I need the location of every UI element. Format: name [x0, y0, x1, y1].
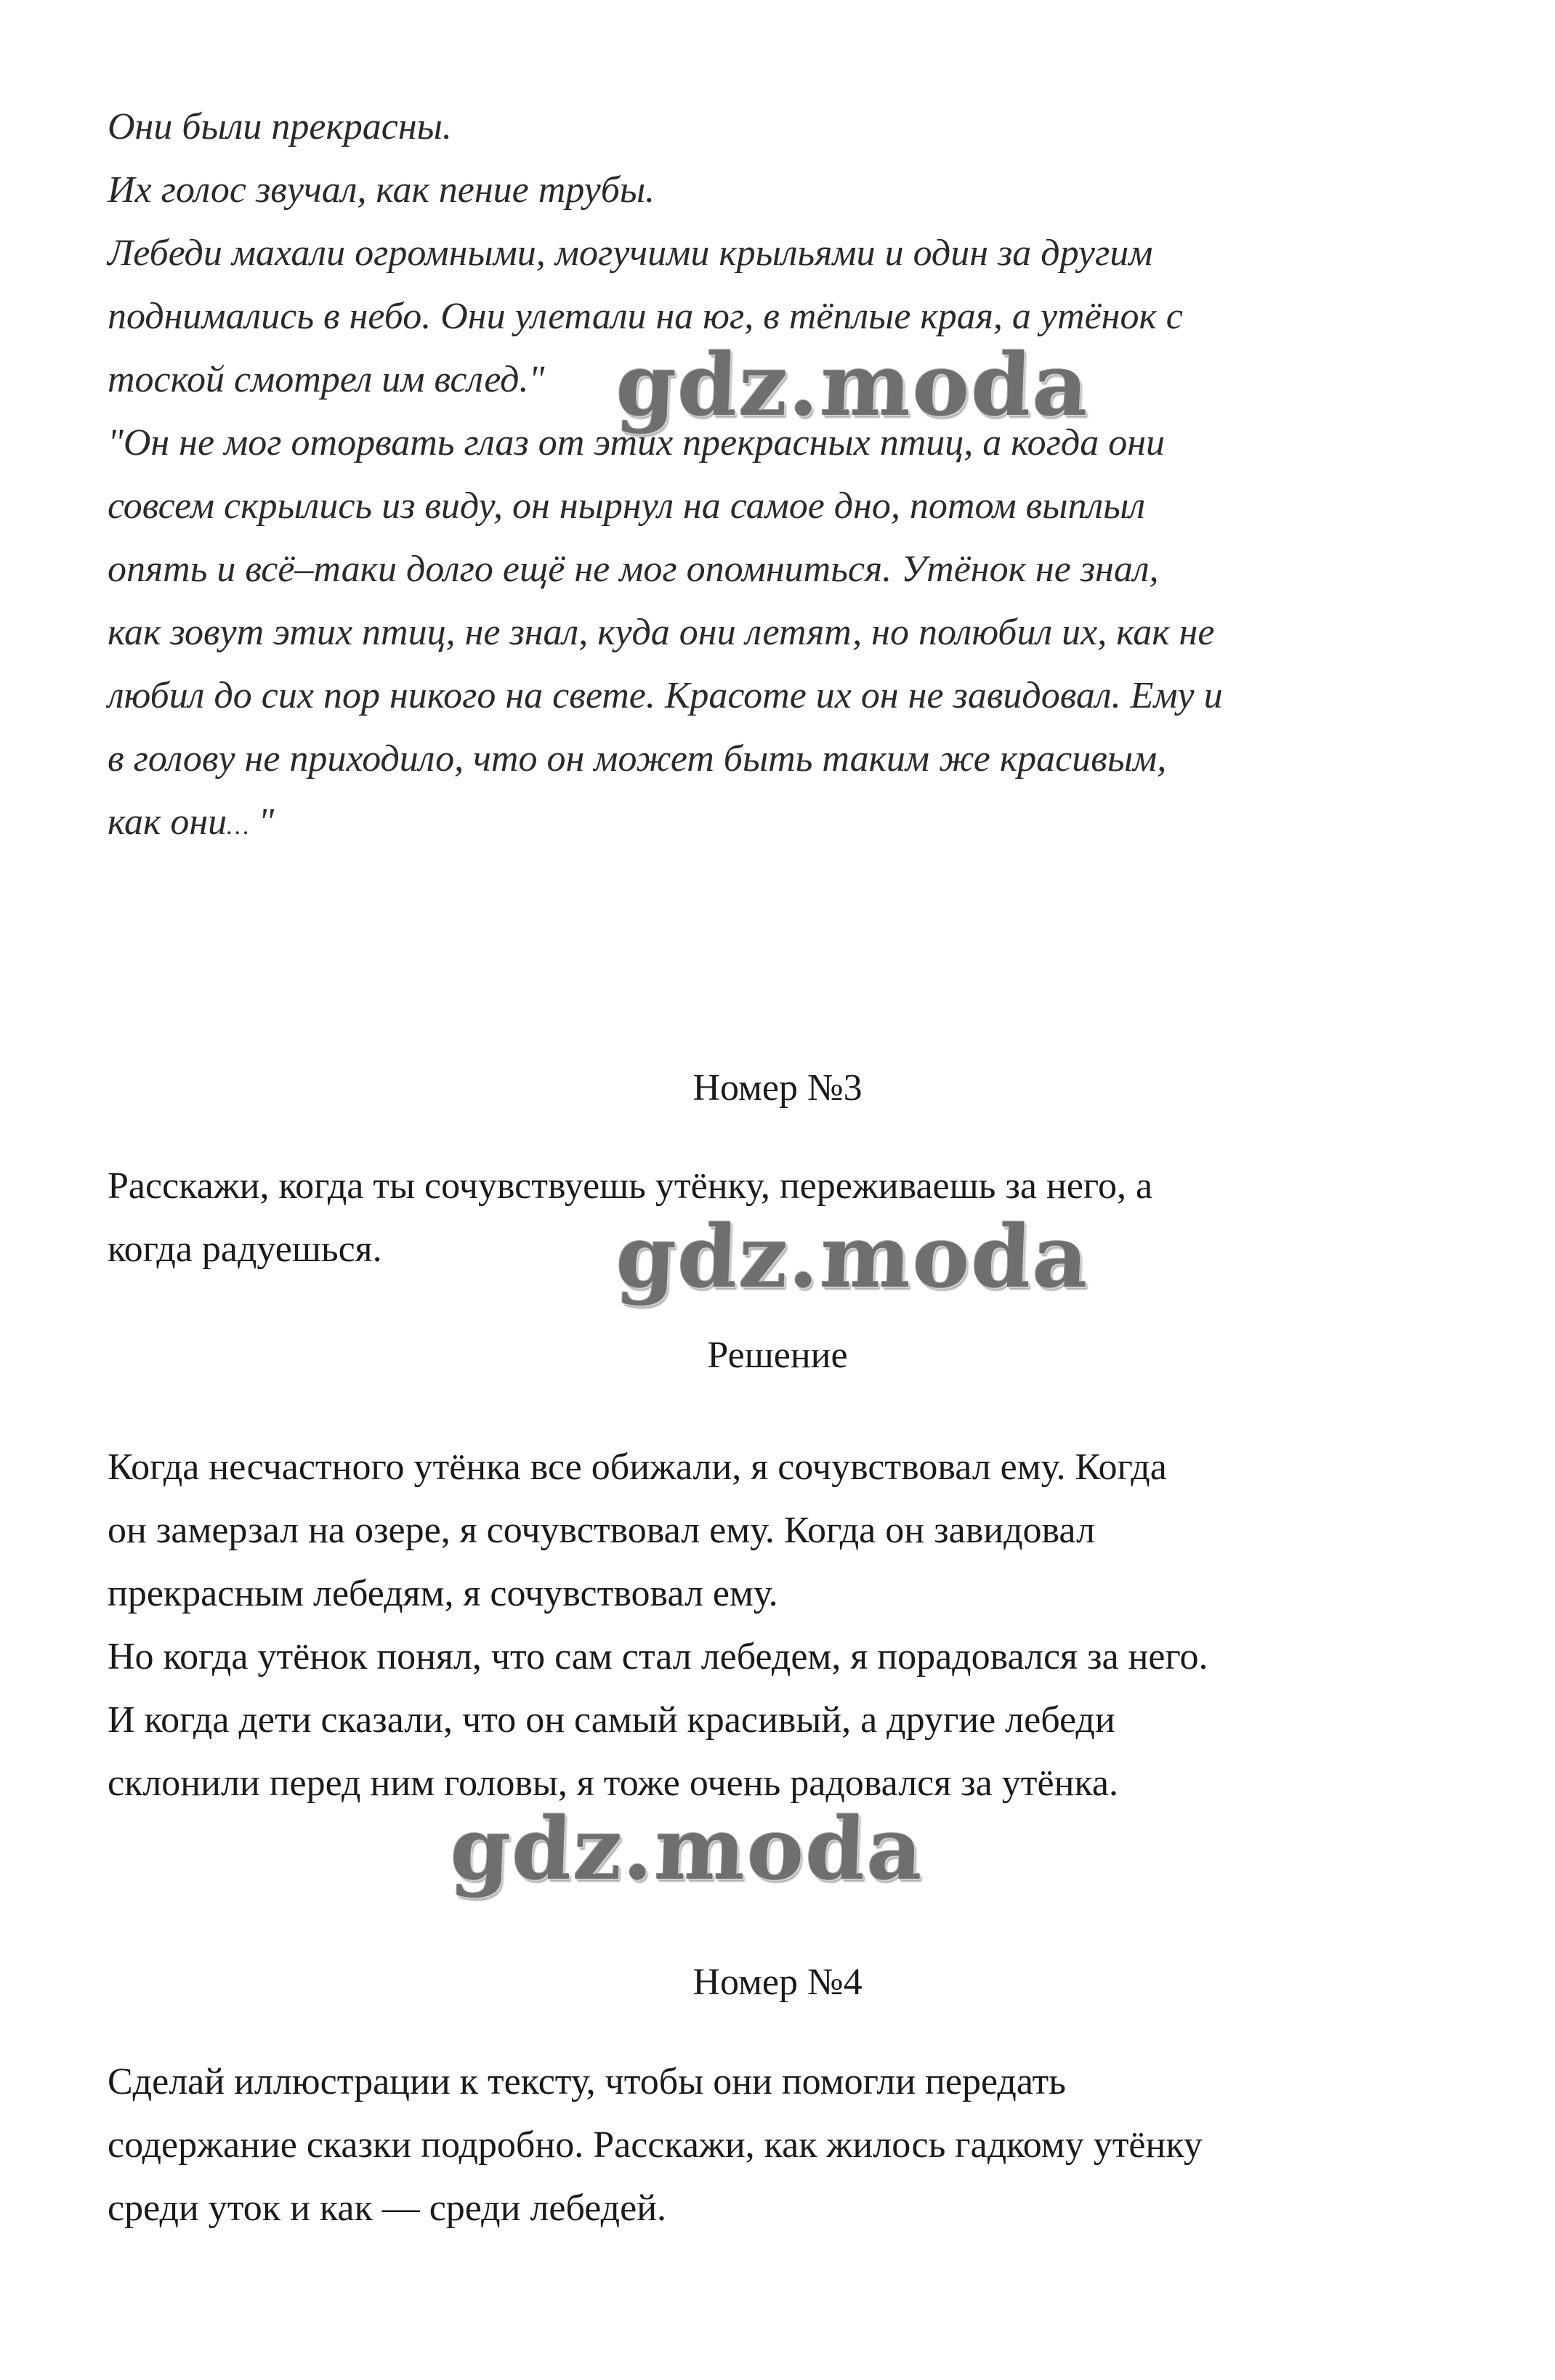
quote-line: Их голос звучал, как пение трубы.	[108, 169, 655, 211]
quote-close: "	[249, 801, 275, 843]
task3-heading: Номер №3	[692, 1067, 863, 1109]
task3-answer-line: Когда несчастного утёнка все обижали, я сочувствовал ему. Когда	[108, 1446, 1167, 1488]
task3-question-line: Расскажи, когда ты сочувствуешь утёнку, переживаешь за него, а	[108, 1165, 1153, 1207]
task4-question-line: среди уток и как — среди лебедей.	[108, 2187, 667, 2229]
quote-line: как зовут этих птиц, не знал, куда они летят, но полюбил их, как не	[108, 612, 1215, 653]
task3-answer-line: прекрасным лебедям, я сочувствовал ему.	[108, 1573, 778, 1614]
quote-line: в голову не приходило, что он может быть таким же красивым,	[108, 738, 1167, 780]
quote-line: любил до сих пор никого на свете. Красоте их он не завидовал. Ему и	[108, 675, 1223, 716]
task3-answer-line: он замерзал на озере, я сочувствовал ему. Когда он завидовал	[108, 1510, 1095, 1551]
solution-heading: Решение	[707, 1335, 848, 1376]
quote-last-line	[108, 801, 274, 849]
quote-line: Лебеди махали огромными, могучими крыльями и один за другим	[108, 232, 1153, 274]
task3-question-line: когда радуешься.	[108, 1229, 382, 1270]
quote-line: "Он не мог оторвать глаз от этих прекрасных птиц, а когда они	[108, 422, 1166, 464]
quote-line: тоской смотрел им вслед."	[108, 359, 545, 400]
task3-answer-line: И когда дети сказали, что он самый красивый, а другие лебеди	[108, 1699, 1115, 1741]
quote-last-text: как они	[108, 801, 227, 843]
task4-question-line: содержание сказки подробно. Расскажи, как жилось гадкому утёнку	[108, 2124, 1203, 2166]
quote-line: Они были прекрасны.	[108, 106, 452, 147]
task4-heading: Номер №4	[692, 1962, 863, 2003]
task3-answer-line: склонили перед ним головы, я тоже очень радовался за утёнка.	[108, 1762, 1118, 1804]
quote-line: поднимались в небо. Они улетали на юг, в тёплые края, а утёнок с	[108, 296, 1183, 337]
task4-question-line: Сделай иллюстрации к тексту, чтобы они помогли передать	[108, 2061, 1066, 2102]
quote-ellipsis: …	[227, 813, 249, 840]
watermark: gdz.moda	[448, 1798, 926, 1899]
quote-line: совсем скрылись из виду, он нырнул на самое дно, потом выплыл	[108, 485, 1146, 527]
quote-line: опять и всё–таки долго ещё не мог опомниться. Утёнок не знал,	[108, 549, 1159, 590]
watermark: gdz.moda	[614, 334, 1092, 435]
watermark: gdz.moda	[614, 1206, 1092, 1307]
task3-answer-line: Но когда утёнок понял, что сам стал лебедем, я порадовался за него.	[108, 1636, 1208, 1677]
